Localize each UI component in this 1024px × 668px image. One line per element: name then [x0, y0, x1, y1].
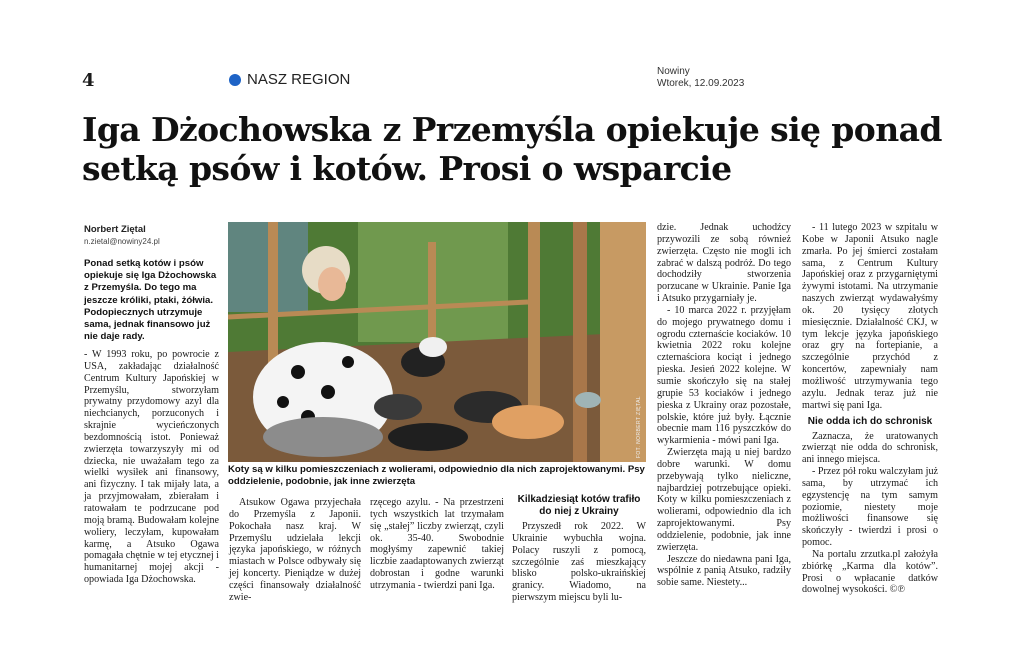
- photo-caption: Koty są w kilku pomieszczeniach z wolierami, odpowiednio dla nich zaprojektowanymi. Psy oddzielenie, podobnie, jak inne zwierzęta: [228, 464, 645, 487]
- body-column-2: [229, 497, 361, 604]
- author-name: Norbert Ziętal: [84, 224, 146, 235]
- wood-post: [573, 222, 587, 462]
- masthead: [657, 66, 744, 90]
- body-paragraph: dzie. Jednak uchodźcy przywozili ze sobą również zwierzęta. Często nie mogli ich zabrać w dalszą podróż. Do tego dochodziły stworzenia porzucane w Ukrainie. Panie Iga i Atsuko przygarniały je.: [657, 222, 791, 305]
- woman-face: [318, 267, 346, 301]
- body-paragraph: Zwierzęta mają u niej bardzo dobre warunki. W domu przebywają tylko nieliczne, najbardziej potrzebujące opieki. Koty w kilku pomieszczeniach z wolierami, odpowiednio dla ich zaprojektowanymi. Psy oddzielenie, podobnie, jak inne zwierzęta.: [657, 447, 791, 553]
- article-photo: [228, 222, 646, 462]
- byline: [84, 224, 219, 246]
- woman-trousers: [263, 417, 383, 457]
- cat: [419, 337, 447, 357]
- issue-date: Wtorek, 12.09.2023: [657, 78, 745, 89]
- polka-dot: [291, 365, 305, 379]
- body-paragraph: - 10 marca 2022 r. przyjęłam do mojego prywatnego domu i ogrodu czternaście kociaków. 10 kwietnia 2022 roku kolejne czternaściora kociąt i jednego pieska. Jesień 2022 kolejne. W sumie skończyło się na stałej grupie 53 kociaków i jednego pieska z Ukrainy oraz pozostałe, polskie, które już były. Łącznie obecnie mam 116 pyszczków do wykarmienia - mówi pani Iga.: [657, 304, 791, 447]
- section-label: NASZ REGION: [247, 71, 351, 88]
- cat: [374, 394, 422, 420]
- food-bowl: [575, 392, 601, 408]
- section-tag: [229, 71, 350, 88]
- polka-dot: [277, 396, 289, 408]
- body-paragraph: Przyszedł rok 2022. W Ukrainie wybuchła wojna. Polacy ruszyli z pomocą, szczególnie zaś mieszkający blisko polsko-ukraińskiej granicy. Wiadomo, na pierwszym miejscu byli lu-: [512, 521, 646, 604]
- subheading: Nie odda ich do schronisk: [807, 415, 933, 427]
- author-email: n.zietal@nowiny24.pl: [84, 237, 160, 246]
- body-paragraph: - 11 lutego 2023 w szpitalu w Kobe w Japonii Atsuko nagle zmarła. Po jej śmierci zostałam sama, z Centrum Kultury Japońskiej oraz z przygarniętymi żywymi istotami. Na utrzymanie naszych zwierząt wydawałyśmy ok. 20 tysięcy złotych miesięcznie. Działalność CKJ, w tym lekcje języka japońskiego oraz gry na fortepianie, a szczególnie przychód z koncertów, zapewniały nam możliwość utrzymywania tego azylu. Jednak teraz już nie martwi się pani Iga.: [802, 222, 938, 411]
- body-paragraph: - Przez pół roku walczyłam już sama, by utrzymać ich egzystencję na tym samym poziomie, niestety moje możliwości finansowe się skończyły - twierdzi i prosi o pomoc.: [802, 466, 938, 549]
- newspaper-name: Nowiny: [657, 66, 690, 77]
- ginger-cat: [492, 405, 564, 439]
- headline: Iga Dżochowska z Przemyśla opiekuje się ponad setką psów i kotów. Prosi o wsparcie: [82, 110, 942, 188]
- body-paragraph: - W 1993 roku, po powrocie z USA, zakładając działalność Centrum Kultury Japońskiej w Przemyślu, stworzyłam prywatny przydomowy azyl dla niechcianych, porzuconych i skrajnie wycieńczonych bezdomnością istot. Ponieważ zwierzęta towarzyszyły mi od dziecka, nie uważałam tego za wielki wysiłek ani finansowy, ani fizyczny. I tak mijały lata, a ja przyjmowałam, zbierałam i ratowałam te podrzucane pod moją bramą. Budowałam kolejne woliery, leczyłam, kupowałam karmę, a Atsuko Ogawa pomagała chętnie w tej etycznej i humanitarnej mojej akcji - opowiada Iga Dżochowska.: [84, 349, 219, 586]
- body-paragraph: Na portalu zrzutka.pl założyła zbiórkę „Karma dla kotów”. Prosi o wpłacanie datków dowolnej wysokości. ©℗: [802, 548, 938, 596]
- body-column-4b: [657, 222, 791, 589]
- body-paragraph: Zaznacza, że uratowanych zwierząt nie odda do schronisk, ani innego miejsca.: [802, 430, 938, 466]
- body-column-5: [802, 222, 938, 596]
- wood-post: [528, 222, 540, 422]
- body-paragraph: rzęcego azylu. - Na przestrzeni tych wszystkich lat trzymałam się „stałej” liczby zwierząt, czyli ok. 35-40. Swobodnie mogłyśmy zapewnić takiej liczbie zaadaptowanych zwierząt dobrostan i godne warunki utrzymania - twierdzi pani Iga.: [370, 497, 504, 591]
- cat: [388, 423, 468, 451]
- polka-dot: [342, 356, 354, 368]
- section-bullet-icon: [229, 74, 241, 86]
- page-number: 4: [82, 70, 95, 91]
- body-column-1: [84, 349, 219, 586]
- polka-dot: [321, 385, 335, 399]
- cats-enclosure-photo: [228, 222, 646, 462]
- body-column-4a: [512, 494, 646, 604]
- body-paragraph: Jeszcze do niedawna pani Iga, wspólnie z panią Atsuko, radziły sobie same. Niestety...: [657, 553, 791, 589]
- photo-credit: FOT. NORBERT ZIĘTAL: [636, 395, 642, 458]
- body-paragraph: Atsukow Ogawa przyjechała do Przemyśla z Japonii. Pokochała nasz kraj. W Przemyślu udzielała lekcji języka japońskiego, w różnych miastach w Polsce odbywały się jej koncerty. Pieniądze w dużej części finansowały działalność zwie-: [229, 497, 361, 603]
- lead-paragraph: Ponad setką kotów i psów opiekuje się Iga Dżochowska z Przemyśla. Do tego ma jeszcze króliki, ptaki, żółwia. Podopiecznych utrzymuje sama, jednak finansowo już nie daje rady.: [84, 258, 217, 343]
- body-column-3: [370, 497, 504, 592]
- subheading: Kilkadziesiąt kotów trafiło do niej z Ukrainy: [517, 494, 641, 517]
